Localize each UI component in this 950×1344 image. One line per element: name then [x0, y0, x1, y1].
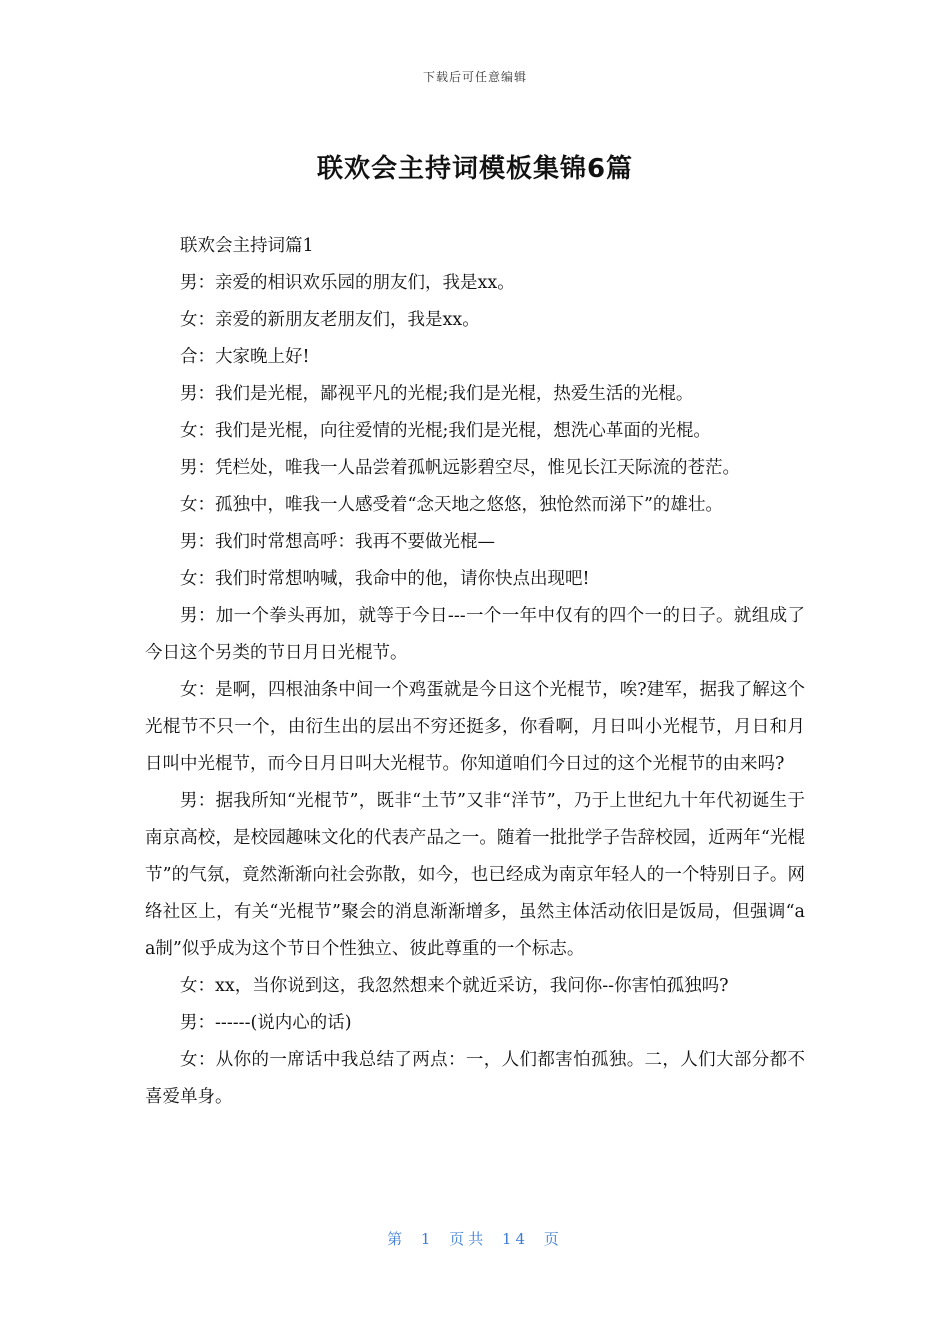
- page-number-footer: 第 1 页共 14 页: [387, 1230, 563, 1248]
- paragraph: 女：亲爱的新朋友老朋友们，我是xx。: [180, 310, 480, 330]
- document-title: 联欢会主持词模板集锦6篇: [316, 154, 634, 184]
- paragraph: 男：据我所知“光棍节”，既非“土节”又非“洋节”，乃于上世纪九十年代初诞生于南京高校，是校园趣味文化的代表产品之一。随着一批批学子告辞校园，近两年“光棍节”的气氛，竟然渐渐向社会弥散，如今，也已经成为南京年轻人的一个特别日子。网络社区上，有关“光棍节”聚会的消息渐渐增多，虽然主体活动依旧是饭局，但强调“aa制”似乎成为这个节日个性独立、彼此尊重的一个标志。: [145, 791, 805, 959]
- paragraph: 女：我们时常想呐喊，我命中的他，请你快点出现吧!: [180, 569, 590, 589]
- page-header: 下载后可任意编辑: [422, 70, 527, 84]
- paragraph: 男：亲爱的相识欢乐园的朋友们，我是xx。: [180, 273, 515, 293]
- paragraph: 联欢会主持词篇1: [180, 236, 314, 256]
- paragraph: 男：我们是光棍，鄙视平凡的光棍;我们是光棍，热爱生活的光棍。: [180, 384, 694, 404]
- paragraph: 女：我们是光棍，向往爱情的光棍;我们是光棍，想洗心革面的光棍。: [180, 421, 711, 441]
- paragraph: 女：孤独中，唯我一人感受着“念天地之悠悠，独怆然而涕下”的雄壮。: [180, 495, 723, 515]
- document-body: [145, 228, 805, 1116]
- paragraph: 男：凭栏处，唯我一人品尝着孤帆远影碧空尽，惟见长江天际流的苍茫。: [180, 458, 740, 478]
- paragraph: 男：------(说内心的话): [180, 1013, 352, 1033]
- paragraph: 女：xx，当你说到这，我忽然想来个就近采访，我问你--你害怕孤独吗?: [180, 976, 729, 996]
- paragraph: 女：是啊，四根油条中间一个鸡蛋就是今日这个光棍节，唉?建军，据我了解这个光棍节不只一个，由衍生出的层出不穷还挺多，你看啊，月日叫小光棍节，月日和月日叫中光棍节，而今日月日叫大光棍节。你知道咱们今日过的这个光棍节的由来吗?: [145, 680, 805, 774]
- paragraph: 合：大家晚上好!: [180, 347, 310, 367]
- paragraph: 女：从你的一席话中我总结了两点：一，人们都害怕孤独。二，人们大部分都不喜爱单身。: [145, 1050, 805, 1107]
- paragraph: 男：我们时常想高呼：我再不要做光棍—: [180, 532, 495, 552]
- paragraph: 男：加一个拳头再加，就等于今日---一个一年中仅有的四个一的日子。就组成了今日这个另类的节日月日光棍节。: [145, 606, 805, 663]
